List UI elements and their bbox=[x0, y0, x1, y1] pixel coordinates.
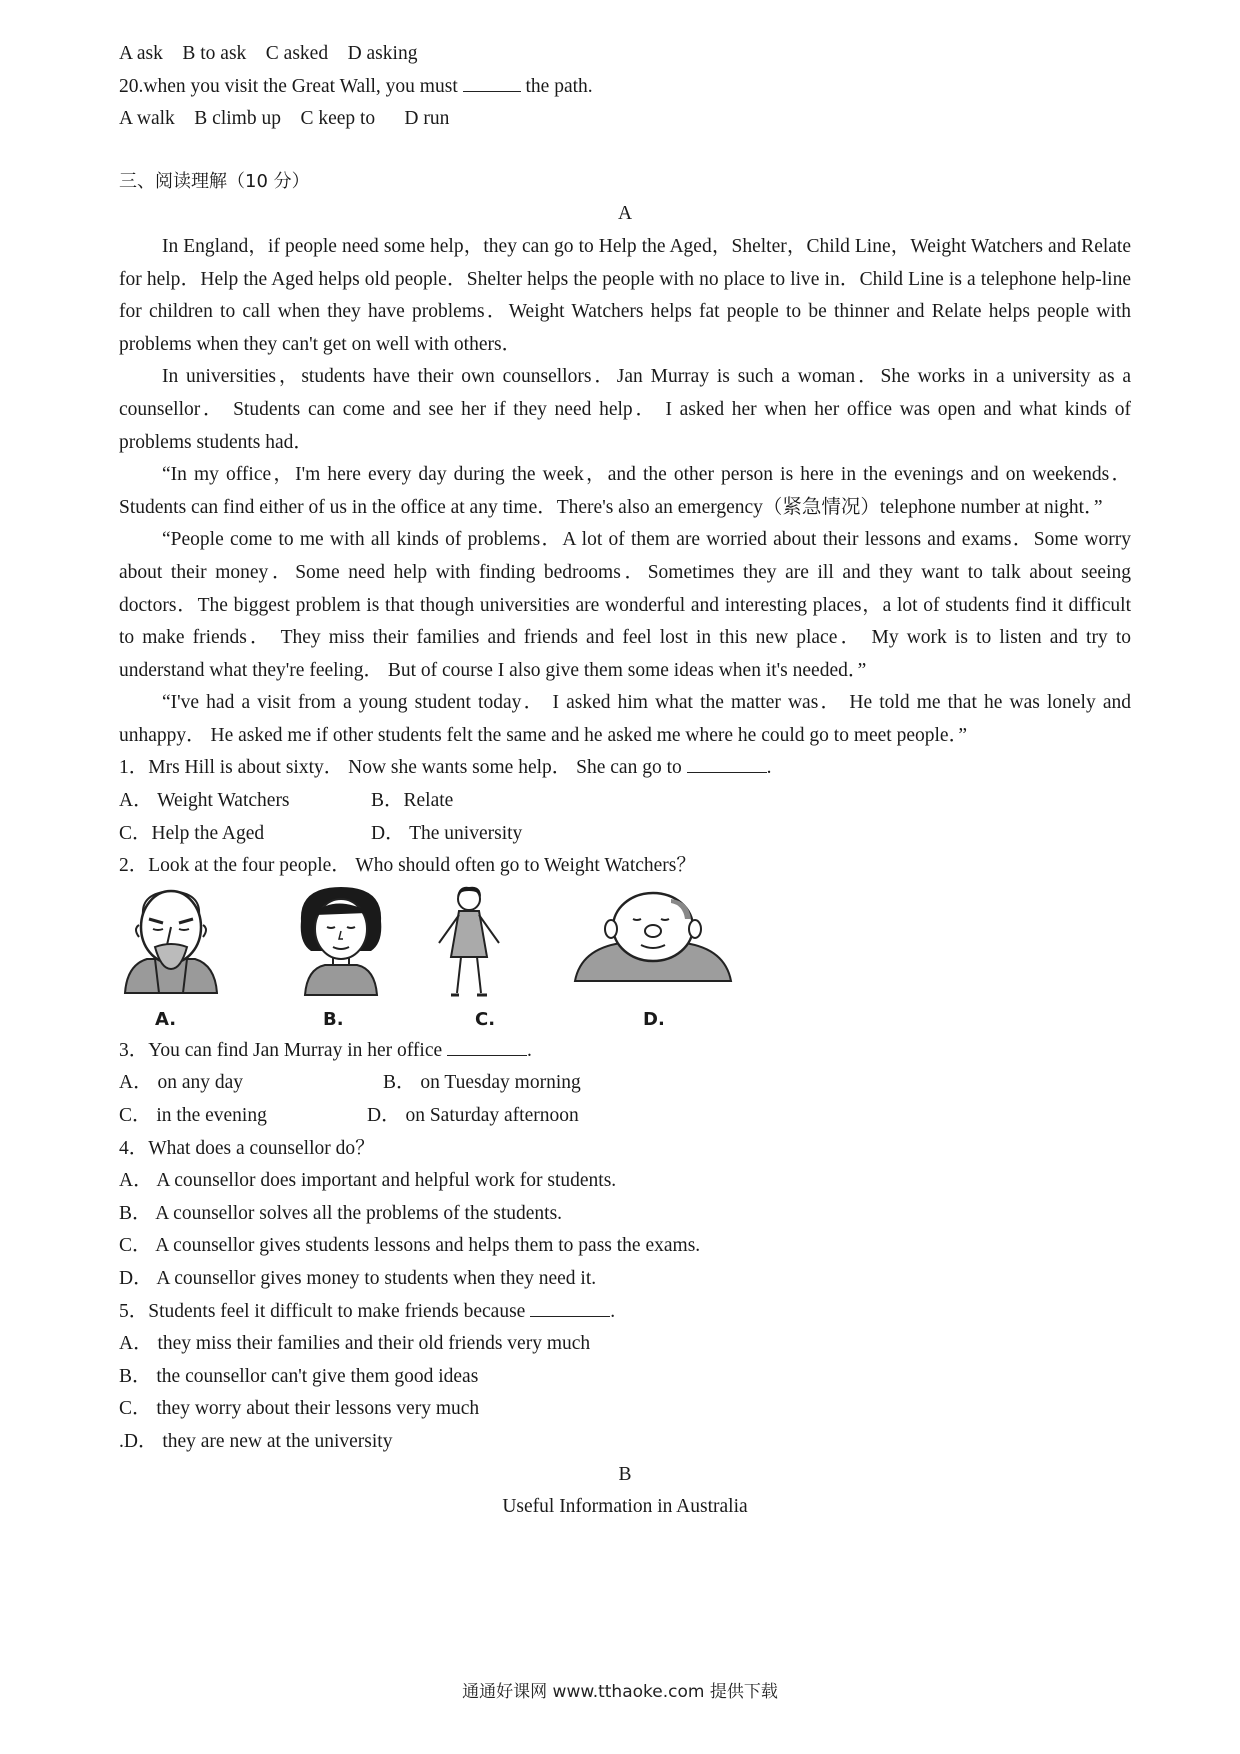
q20-stem: 20.when you visit the Great Wall, you must the path. bbox=[119, 71, 1131, 104]
q4-option: D． A counsellor gives money to students when they need it. bbox=[119, 1268, 597, 1289]
q5-option: B． the counsellor can't give them good ideas bbox=[119, 1365, 479, 1387]
picture-label: D. bbox=[643, 1008, 665, 1030]
answer-blank bbox=[447, 1035, 527, 1056]
q1-options-row: C．Help the Aged D． The university bbox=[119, 822, 523, 844]
page-footer: 通通好课网 www.tthaoke.com 提供下载 bbox=[462, 1682, 778, 1702]
q5-option: A． they miss their families and their old friends very much bbox=[119, 1333, 591, 1355]
q2-stem: 2．Look at the four people． Who should often go to Weight Watchers？ bbox=[119, 855, 696, 877]
passage-paragraph: “People come to me with all kinds of problems．A lot of them are worried about their lessons and exams．Some worry about their money．Some need help with finding bedrooms．Sometimes they are ill and they want to talk about seeing doctors．The biggest problem is that though universities are wonderful and interesting places，a lot of students find it difficult to make friends． They miss their families and friends and feel lost in this new place． My work is to listen and try to understand what they're feeling． But of course I also give them some ideas when it's needed．” bbox=[119, 529, 1131, 681]
q5-option: C． they worry about their lessons very much bbox=[119, 1398, 480, 1420]
q5-option: .D． they are new at the university bbox=[119, 1430, 393, 1452]
q3-stem: 3．You can find Jan Murray in her office . bbox=[119, 1035, 1131, 1068]
passage-paragraph: In universities，students have their own counsellors．Jan Murray is such a woman．She works in a university as a counsellor． Students can come and see her if they need help． I asked her when her office was open and what kinds of problems students had． bbox=[119, 366, 1131, 453]
q4-option: C． A counsellor gives students lessons and helps them to pass the exams. bbox=[119, 1235, 701, 1257]
girl-picture bbox=[429, 885, 509, 1005]
picture-label: C. bbox=[475, 1008, 496, 1030]
picture-label: A. bbox=[155, 1008, 177, 1030]
q1-options-row: A． Weight Watchers B．Relate bbox=[119, 790, 454, 812]
woman-picture bbox=[295, 885, 387, 997]
answer-blank bbox=[687, 753, 767, 774]
passage-b-label: B bbox=[618, 1463, 632, 1485]
q4-option: A． A counsellor does important and helpful work for students. bbox=[119, 1170, 617, 1192]
fat-man-picture bbox=[571, 885, 735, 985]
passage-paragraph: “I've had a visit from a young student today． I asked him what the matter was． He told me that he was lonely and unhappy． He asked me if other students felt the same and he asked me where he could go to meet people．” bbox=[119, 692, 1131, 746]
exam-page bbox=[119, 38, 1131, 1524]
passage-b-title: Useful Information in Australia bbox=[502, 1496, 748, 1518]
q4-option: B． A counsellor solves all the problems of the students. bbox=[119, 1202, 563, 1224]
q4-stem: 4．What does a counsellor do？ bbox=[119, 1137, 375, 1159]
passage-paragraph: In England，if people need some help，they can go to Help the Aged，Shelter，Child Line，Weight Watchers and Relate for help．Help the Aged helps old people．Shelter helps the people with no place to live in．Child Line is a telephone help-line for children to call when they have problems．Weight Watchers helps fat people to be thinner and Relate helps people with problems when they can't get on well with others． bbox=[119, 235, 1131, 355]
q3-options-row: C． in the evening D． on Saturday afternoon bbox=[119, 1105, 579, 1127]
q20-options: A walk B climb up C keep to D run bbox=[119, 108, 450, 130]
answer-blank bbox=[530, 1296, 610, 1317]
people-pictures bbox=[119, 885, 1131, 1035]
picture-label: B. bbox=[323, 1008, 344, 1030]
section-title: 三、阅读理解（10 分） bbox=[119, 170, 310, 192]
q5-stem: 5．Students feel it difficult to make friends because . bbox=[119, 1296, 1131, 1329]
old-man-picture bbox=[111, 885, 231, 997]
passage-a-label: A bbox=[617, 203, 633, 225]
q1-stem: 1．Mrs Hill is about sixty． Now she wants some help． She can go to . bbox=[119, 752, 1131, 785]
q3-options-row: A． on any day B． on Tuesday morning bbox=[119, 1072, 581, 1094]
answer-blank bbox=[463, 71, 521, 92]
passage-paragraph: “In my office，I'm here every day during the week，and the other person is here in the evenings and on weekends．Students can find either of us in the office at any time．There's also an emergency（紧急情况）telephone number at night．” bbox=[119, 464, 1131, 518]
q19-options: A ask B to ask C asked D asking bbox=[119, 43, 418, 64]
